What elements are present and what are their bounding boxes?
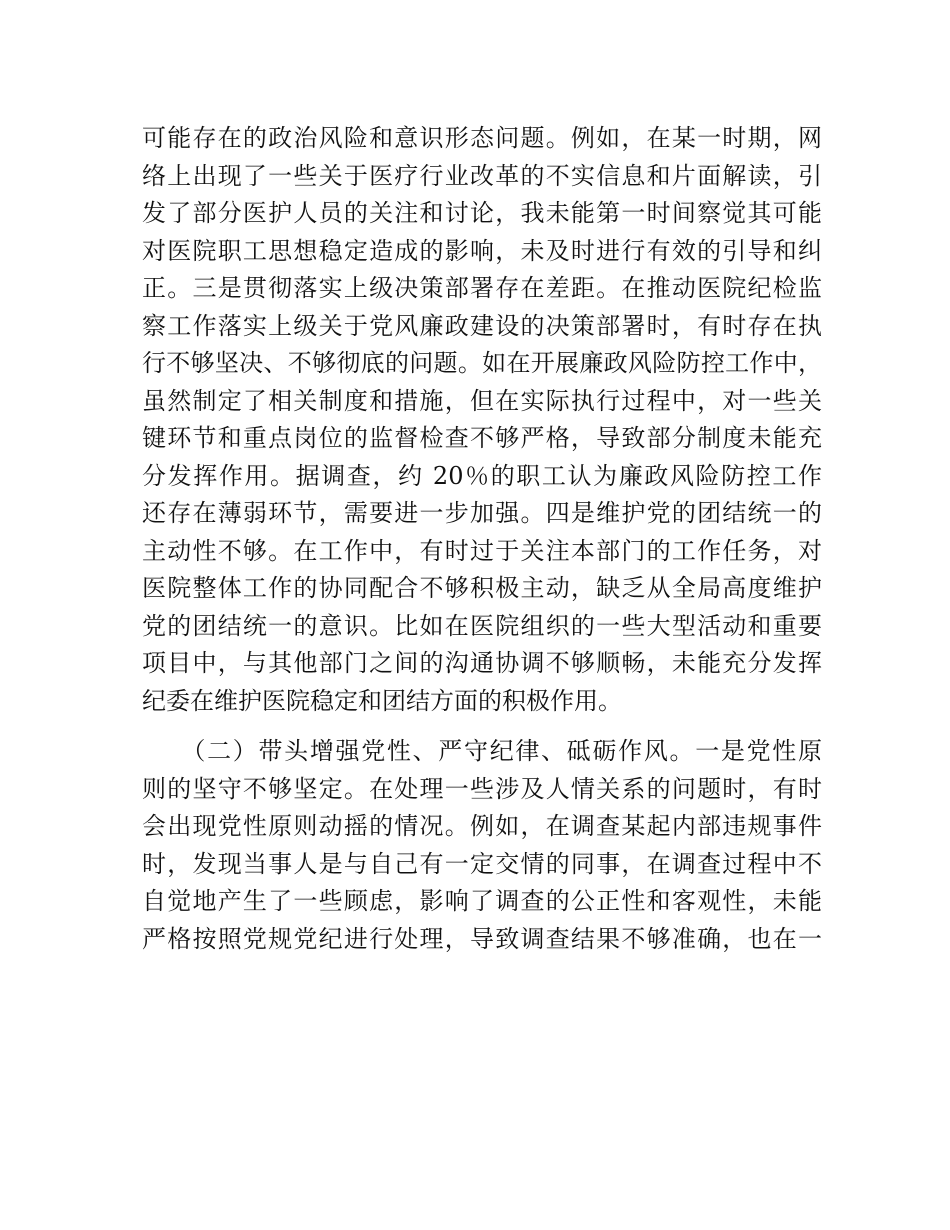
text-line: 纪委在维护医院稳定和团结方面的积极作用。	[142, 686, 622, 715]
text-line: 会出现党性原则动摇的情况。例如，在调查某起内部违规事件	[142, 812, 822, 840]
text-line: 察工作落实上级关于党风廉政建设的决策部署时，有时存在执	[142, 311, 822, 340]
text-line: 键环节和重点岗位的监督检查不够严格，导致部分制度未能充	[142, 424, 822, 452]
text-line: 发了部分医护人员的关注和讨论，我未能第一时间察觉其可能	[142, 199, 822, 227]
document-body	[142, 120, 822, 958]
text-line: 正。三是贯彻落实上级决策部署存在差距。在推动医院纪检监	[142, 274, 822, 302]
text-line: 络上出现了一些关于医疗行业改革的不实信息和片面解读，引	[142, 161, 822, 190]
paragraph-1	[142, 120, 822, 720]
text-line: 项目中，与其他部门之间的沟通协调不够顺畅，未能充分发挥	[142, 649, 822, 677]
text-line: 可能存在的政治风险和意识形态问题。例如，在某一时期，网	[142, 124, 822, 152]
text-line: 严格按照党规党纪进行处理，导致调查结果不够准确，也在一	[142, 924, 822, 953]
text-line: 还存在薄弱环节，需要进一步加强。四是维护党的团结统一的	[142, 499, 822, 527]
text-line: 对医院职工思想稳定造成的影响，未及时进行有效的引导和纠	[142, 236, 822, 265]
text-line: （二）带头增强党性、严守纪律、砥砺作风。一是党性原	[142, 737, 822, 765]
text-line: 则的坚守不够坚定。在处理一些涉及人情关系的问题时，有时	[142, 774, 822, 803]
text-line: 主动性不够。在工作中，有时过于关注本部门的工作任务，对	[142, 536, 822, 565]
text-line: 虽然制定了相关制度和措施，但在实际执行过程中，对一些关	[142, 386, 822, 415]
text-line: 党的团结统一的意识。比如在医院组织的一些大型活动和重要	[142, 611, 822, 640]
text-line: 时，发现当事人是与自己有一定交情的同事，在调查过程中不	[142, 849, 822, 878]
text-line: 行不够坚决、不够彻底的问题。如在开展廉政风险防控工作中，	[142, 349, 822, 377]
text-line: 医院整体工作的协同配合不够积极主动，缺乏从全局高度维护	[142, 574, 822, 602]
paragraph-2	[142, 733, 822, 958]
text-line: 分发挥作用。据调查，约 20％的职工认为廉政风险防控工作	[142, 461, 822, 490]
text-line: 自觉地产生了一些顾虑，影响了调查的公正性和客观性，未能	[142, 887, 822, 915]
paragraph-spacer	[142, 720, 822, 733]
